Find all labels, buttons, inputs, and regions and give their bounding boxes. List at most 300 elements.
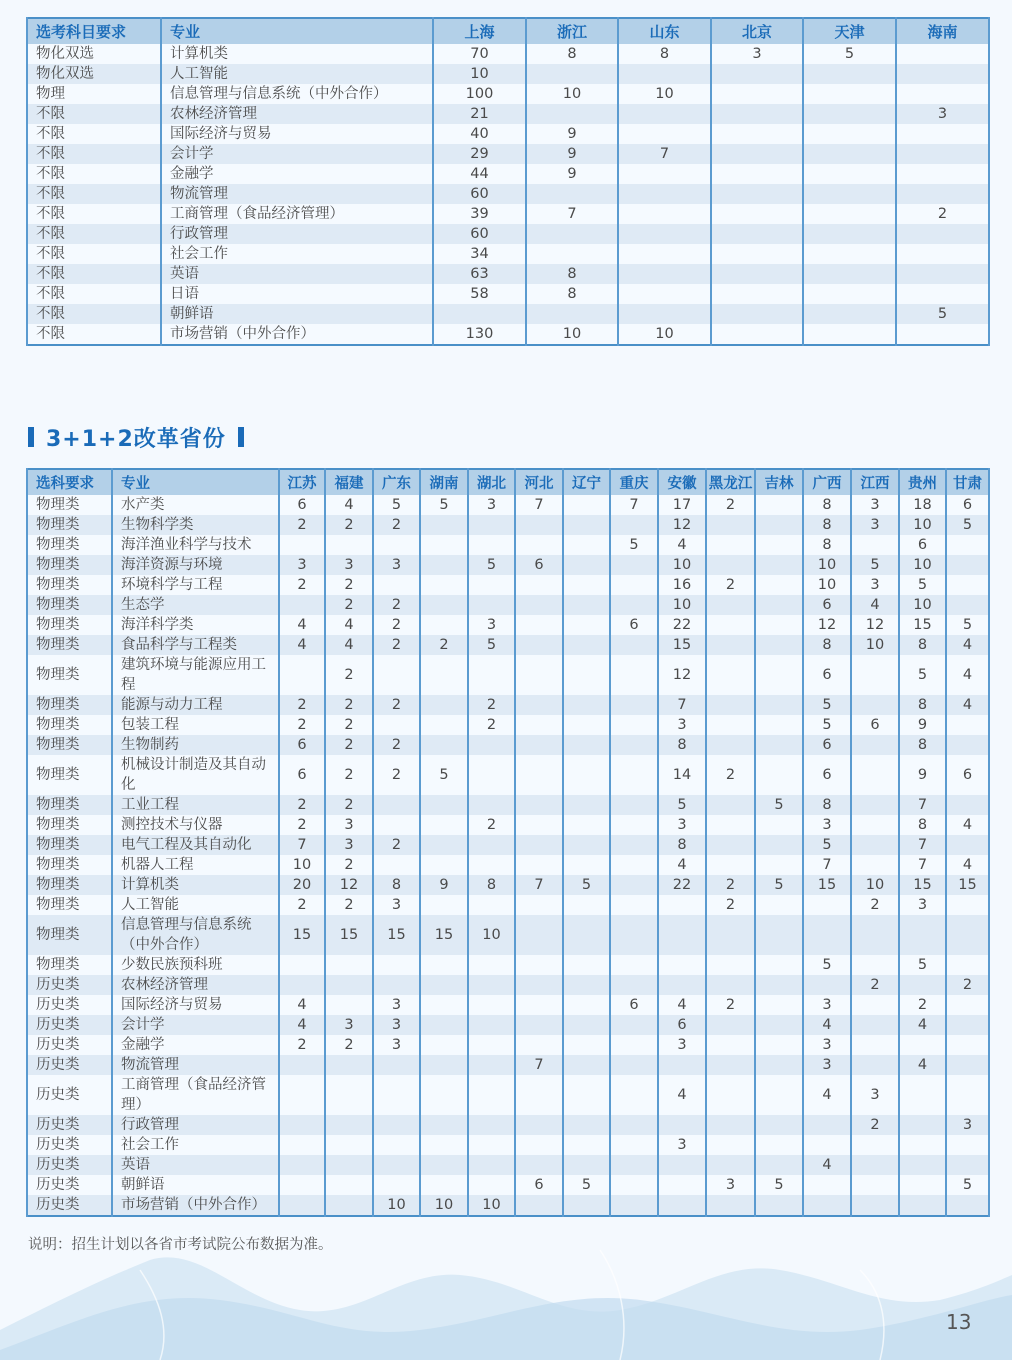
- major-cell: 电气工程及其自动化: [112, 835, 279, 855]
- quota-cell: [803, 164, 896, 184]
- quota-cell: 6: [515, 555, 563, 575]
- quota-cell: [563, 1075, 610, 1115]
- requirement-cell: 历史类: [27, 995, 112, 1015]
- quota-cell: [803, 975, 851, 995]
- quota-cell: [420, 1075, 468, 1115]
- requirement-cell: 物理类: [27, 695, 112, 715]
- requirement-cell: 历史类: [27, 1175, 112, 1195]
- quota-cell: [706, 515, 755, 535]
- quota-cell: 3: [851, 515, 899, 535]
- quota-cell: [610, 1135, 658, 1155]
- header-province: 吉林: [755, 469, 803, 495]
- quota-cell: [468, 855, 515, 875]
- quota-cell: 15: [373, 915, 420, 955]
- quota-cell: [468, 1075, 515, 1115]
- quota-cell: [946, 555, 989, 575]
- quota-cell: 15: [803, 875, 851, 895]
- quota-cell: [279, 1155, 325, 1175]
- quota-cell: [899, 1075, 946, 1115]
- header-province: 广东: [373, 469, 420, 495]
- quota-cell: 10: [899, 595, 946, 615]
- quota-cell: [618, 164, 711, 184]
- quota-cell: 5: [755, 1175, 803, 1195]
- quota-cell: 2: [706, 995, 755, 1015]
- table-row: [27, 915, 989, 955]
- quota-cell: 2: [373, 615, 420, 635]
- quota-cell: [420, 1015, 468, 1035]
- quota-cell: [420, 615, 468, 635]
- quota-cell: [526, 184, 618, 204]
- requirement-cell: 物理类: [27, 615, 112, 635]
- quota-cell: 2: [706, 575, 755, 595]
- quota-cell: [711, 304, 803, 324]
- major-cell: 水产类: [112, 495, 279, 515]
- footnote: 说明：招生计划以各省市考试院公布数据为准。: [28, 1237, 333, 1253]
- quota-cell: 7: [618, 144, 711, 164]
- quota-cell: 2: [373, 835, 420, 855]
- quota-cell: [896, 64, 989, 84]
- quota-cell: [618, 204, 711, 224]
- quota-cell: [896, 84, 989, 104]
- quota-cell: [711, 64, 803, 84]
- quota-cell: [755, 635, 803, 655]
- quota-cell: [711, 104, 803, 124]
- quota-cell: 2: [896, 204, 989, 224]
- quota-cell: [468, 955, 515, 975]
- quota-cell: [325, 1055, 373, 1075]
- quota-cell: [896, 244, 989, 264]
- quota-cell: 3: [468, 615, 515, 635]
- quota-cell: [803, 224, 896, 244]
- quota-cell: [610, 1175, 658, 1195]
- header-province: 黑龙江: [706, 469, 755, 495]
- quota-cell: 9: [526, 144, 618, 164]
- quota-cell: [515, 1035, 563, 1055]
- quota-cell: [755, 855, 803, 875]
- quota-cell: [515, 1015, 563, 1035]
- table-row: [27, 1135, 989, 1155]
- quota-cell: [755, 1075, 803, 1115]
- quota-cell: [610, 815, 658, 835]
- quota-cell: 3: [325, 555, 373, 575]
- quota-cell: [515, 975, 563, 995]
- table-row: [27, 104, 989, 124]
- quota-cell: 15: [899, 875, 946, 895]
- quota-cell: [706, 715, 755, 735]
- quota-cell: 3: [468, 495, 515, 515]
- quota-cell: 10: [851, 875, 899, 895]
- quota-cell: 5: [803, 715, 851, 735]
- major-cell: 英语: [112, 1155, 279, 1175]
- table-row: [27, 715, 989, 735]
- quota-cell: [420, 715, 468, 735]
- quota-cell: 5: [468, 555, 515, 575]
- quota-cell: 2: [279, 695, 325, 715]
- quota-cell: [755, 575, 803, 595]
- major-cell: 计算机类: [112, 875, 279, 895]
- quota-cell: [515, 755, 563, 795]
- quota-cell: 130: [433, 324, 526, 345]
- quota-cell: 7: [515, 495, 563, 515]
- quota-cell: 14: [658, 755, 706, 795]
- major-cell: 农林经济管理: [161, 104, 433, 124]
- quota-cell: [563, 915, 610, 955]
- header-province: 河北: [515, 469, 563, 495]
- quota-cell: [515, 715, 563, 735]
- quota-cell: [279, 535, 325, 555]
- quota-cell: [279, 1055, 325, 1075]
- major-cell: 市场营销（中外合作）: [161, 324, 433, 345]
- quota-cell: [420, 1135, 468, 1155]
- quota-cell: 70: [433, 44, 526, 64]
- quota-cell: 7: [279, 835, 325, 855]
- quota-cell: [610, 635, 658, 655]
- quota-cell: [803, 324, 896, 345]
- quota-cell: [515, 615, 563, 635]
- quota-cell: 39: [433, 204, 526, 224]
- quota-cell: 5: [373, 495, 420, 515]
- quota-cell: [526, 64, 618, 84]
- quota-cell: [515, 1195, 563, 1216]
- quota-cell: [946, 535, 989, 555]
- table-row: [27, 995, 989, 1015]
- quota-cell: 2: [325, 515, 373, 535]
- quota-cell: [706, 855, 755, 875]
- quota-cell: [803, 1135, 851, 1155]
- quota-cell: 5: [899, 575, 946, 595]
- quota-cell: 4: [946, 695, 989, 715]
- quota-cell: [755, 595, 803, 615]
- quota-cell: [610, 515, 658, 535]
- quota-cell: [803, 264, 896, 284]
- quota-cell: [279, 655, 325, 695]
- quota-cell: [946, 955, 989, 975]
- table-row: [27, 164, 989, 184]
- quota-cell: [373, 1155, 420, 1175]
- table-row: [27, 595, 989, 615]
- quota-cell: [803, 64, 896, 84]
- requirement-cell: 不限: [27, 184, 161, 204]
- quota-cell: [468, 1035, 515, 1055]
- quota-cell: 3: [658, 815, 706, 835]
- table-row: [27, 615, 989, 635]
- quota-cell: [896, 284, 989, 304]
- quota-cell: 10: [433, 64, 526, 84]
- major-cell: 海洋科学类: [112, 615, 279, 635]
- quota-cell: 5: [803, 955, 851, 975]
- quota-cell: [468, 575, 515, 595]
- quota-cell: [610, 595, 658, 615]
- header-province: 贵州: [899, 469, 946, 495]
- quota-cell: 8: [803, 795, 851, 815]
- quota-cell: [946, 1035, 989, 1055]
- quota-cell: 5: [610, 535, 658, 555]
- quota-cell: 10: [420, 1195, 468, 1216]
- major-cell: 会计学: [161, 144, 433, 164]
- quota-cell: [610, 755, 658, 795]
- quota-cell: [851, 755, 899, 795]
- quota-cell: [563, 1055, 610, 1075]
- quota-cell: [610, 655, 658, 695]
- header-province: 北京: [711, 18, 803, 44]
- quota-cell: [515, 955, 563, 975]
- quota-cell: [946, 895, 989, 915]
- quota-cell: 2: [325, 695, 373, 715]
- requirement-cell: 不限: [27, 304, 161, 324]
- quota-cell: [515, 1135, 563, 1155]
- quota-cell: [755, 995, 803, 1015]
- quota-cell: [563, 855, 610, 875]
- quota-cell: [851, 735, 899, 755]
- quota-cell: [526, 224, 618, 244]
- quota-cell: [706, 615, 755, 635]
- quota-cell: [515, 915, 563, 955]
- quota-cell: [325, 1155, 373, 1175]
- quota-cell: 3: [706, 1175, 755, 1195]
- quota-cell: [896, 124, 989, 144]
- quota-cell: 4: [946, 635, 989, 655]
- quota-cell: [618, 244, 711, 264]
- quota-cell: [706, 695, 755, 715]
- quota-cell: [420, 955, 468, 975]
- quota-cell: 4: [803, 1075, 851, 1115]
- quota-cell: [899, 915, 946, 955]
- requirement-cell: 不限: [27, 164, 161, 184]
- quota-cell: 10: [618, 84, 711, 104]
- quota-cell: [851, 695, 899, 715]
- quota-cell: 3: [946, 1115, 989, 1135]
- header-requirement: 选科要求: [27, 469, 112, 495]
- quota-cell: [468, 1155, 515, 1175]
- quota-cell: [468, 835, 515, 855]
- requirement-cell: 物理类: [27, 555, 112, 575]
- quota-cell: 8: [658, 835, 706, 855]
- quota-cell: [610, 895, 658, 915]
- quota-cell: 60: [433, 184, 526, 204]
- quota-cell: [515, 995, 563, 1015]
- quota-cell: 5: [755, 875, 803, 895]
- quota-cell: [706, 795, 755, 815]
- quota-cell: 5: [946, 615, 989, 635]
- header-province: 山东: [618, 18, 711, 44]
- major-cell: 测控技术与仪器: [112, 815, 279, 835]
- table-row: [27, 84, 989, 104]
- quota-cell: [420, 555, 468, 575]
- quota-cell: [373, 1115, 420, 1135]
- quota-cell: [658, 1175, 706, 1195]
- quota-cell: 6: [803, 595, 851, 615]
- quota-cell: [515, 515, 563, 535]
- quota-cell: [468, 515, 515, 535]
- quota-cell: [706, 1115, 755, 1135]
- quota-cell: 40: [433, 124, 526, 144]
- quota-cell: [563, 815, 610, 835]
- quota-cell: 3: [851, 575, 899, 595]
- quota-cell: 3: [803, 995, 851, 1015]
- major-cell: 国际经济与贸易: [161, 124, 433, 144]
- quota-cell: [851, 835, 899, 855]
- quota-cell: [610, 735, 658, 755]
- quota-cell: 10: [899, 515, 946, 535]
- quota-cell: 21: [433, 104, 526, 124]
- quota-cell: 9: [526, 124, 618, 144]
- table-row: [27, 224, 989, 244]
- quota-cell: [420, 515, 468, 535]
- quota-cell: 6: [946, 755, 989, 795]
- quota-cell: [515, 595, 563, 615]
- quota-cell: [946, 795, 989, 815]
- quota-cell: [563, 635, 610, 655]
- table-row: [27, 555, 989, 575]
- quota-cell: [373, 1075, 420, 1115]
- quota-cell: [755, 1055, 803, 1075]
- quota-cell: 2: [373, 515, 420, 535]
- quota-cell: 3: [373, 555, 420, 575]
- table-row: [27, 1175, 989, 1195]
- quota-cell: 4: [658, 535, 706, 555]
- quota-cell: 6: [610, 995, 658, 1015]
- requirement-cell: 物理类: [27, 715, 112, 735]
- quota-cell: 58: [433, 284, 526, 304]
- requirement-cell: 物化双选: [27, 64, 161, 84]
- quota-cell: 2: [706, 875, 755, 895]
- quota-cell: [706, 1155, 755, 1175]
- major-cell: 工商管理（食品经济管理）: [161, 204, 433, 224]
- quota-cell: 3: [325, 1015, 373, 1035]
- quota-cell: 4: [325, 635, 373, 655]
- quota-cell: [468, 1015, 515, 1035]
- quota-cell: [563, 535, 610, 555]
- quota-cell: 5: [851, 555, 899, 575]
- quota-cell: [373, 715, 420, 735]
- quota-cell: 2: [851, 975, 899, 995]
- quota-cell: [706, 635, 755, 655]
- major-cell: 人工智能: [161, 64, 433, 84]
- quota-cell: [468, 995, 515, 1015]
- quota-cell: [803, 1115, 851, 1135]
- quota-cell: [610, 1155, 658, 1175]
- quota-cell: [420, 835, 468, 855]
- major-cell: 生物科学类: [112, 515, 279, 535]
- quota-cell: [658, 1115, 706, 1135]
- quota-cell: [468, 895, 515, 915]
- quota-cell: 2: [706, 895, 755, 915]
- table-row: [27, 515, 989, 535]
- quota-cell: 6: [851, 715, 899, 735]
- quota-cell: 4: [279, 995, 325, 1015]
- quota-cell: 4: [899, 1015, 946, 1035]
- quota-cell: [610, 1015, 658, 1035]
- quota-cell: [618, 304, 711, 324]
- quota-cell: 2: [279, 795, 325, 815]
- quota-cell: [279, 595, 325, 615]
- quota-cell: [851, 815, 899, 835]
- quota-cell: [755, 1035, 803, 1055]
- quota-cell: [706, 1195, 755, 1216]
- major-cell: 食品科学与工程类: [112, 635, 279, 655]
- quota-cell: [610, 835, 658, 855]
- requirement-cell: 历史类: [27, 1115, 112, 1135]
- quota-cell: [946, 915, 989, 955]
- header-province: 江西: [851, 469, 899, 495]
- quota-cell: [755, 535, 803, 555]
- quota-cell: 10: [526, 84, 618, 104]
- quota-cell: [706, 1135, 755, 1155]
- quota-cell: 22: [658, 875, 706, 895]
- quota-cell: [420, 1115, 468, 1135]
- header-province: 海南: [896, 18, 989, 44]
- requirement-cell: 物理类: [27, 755, 112, 795]
- quota-cell: [658, 1155, 706, 1175]
- quota-cell: [711, 204, 803, 224]
- requirement-cell: 不限: [27, 284, 161, 304]
- major-cell: 金融学: [161, 164, 433, 184]
- major-cell: 机器人工程: [112, 855, 279, 875]
- quota-cell: [563, 715, 610, 735]
- quota-cell: [803, 244, 896, 264]
- requirement-cell: 物理类: [27, 495, 112, 515]
- quota-cell: 6: [279, 735, 325, 755]
- table-row: [27, 324, 989, 345]
- major-cell: 机械设计制造及其自动化: [112, 755, 279, 795]
- quota-cell: 7: [899, 835, 946, 855]
- quota-cell: [563, 575, 610, 595]
- quota-cell: 3: [658, 715, 706, 735]
- quota-cell: 2: [325, 1035, 373, 1055]
- quota-cell: [755, 1195, 803, 1216]
- quota-cell: 15: [420, 915, 468, 955]
- quota-cell: [563, 835, 610, 855]
- quota-cell: [279, 1195, 325, 1216]
- quota-cell: [420, 535, 468, 555]
- quota-cell: 22: [658, 615, 706, 635]
- quota-cell: 6: [899, 535, 946, 555]
- quota-cell: [420, 1155, 468, 1175]
- quota-cell: [803, 124, 896, 144]
- quota-cell: 7: [515, 875, 563, 895]
- quota-cell: 5: [658, 795, 706, 815]
- table-row: [27, 895, 989, 915]
- quota-cell: 10: [803, 575, 851, 595]
- quota-cell: [706, 975, 755, 995]
- quota-cell: [618, 284, 711, 304]
- quota-cell: [706, 655, 755, 695]
- quota-cell: 6: [803, 735, 851, 755]
- page-number: 13: [946, 1310, 972, 1334]
- requirement-cell: 不限: [27, 124, 161, 144]
- quota-cell: [851, 1015, 899, 1035]
- requirement-cell: 物理类: [27, 655, 112, 695]
- quota-cell: [803, 915, 851, 955]
- quota-cell: [755, 695, 803, 715]
- quota-cell: 3: [711, 44, 803, 64]
- quota-cell: [468, 595, 515, 615]
- table-row: [27, 735, 989, 755]
- quota-cell: 4: [279, 1015, 325, 1035]
- requirement-cell: 不限: [27, 244, 161, 264]
- requirement-cell: 物理: [27, 84, 161, 104]
- quota-cell: [803, 144, 896, 164]
- quota-cell: [515, 855, 563, 875]
- quota-cell: [706, 1015, 755, 1035]
- quota-cell: 2: [279, 1035, 325, 1055]
- table-row: [27, 244, 989, 264]
- quota-cell: [755, 975, 803, 995]
- quota-cell: [706, 1035, 755, 1055]
- quota-cell: 3: [658, 1135, 706, 1155]
- quota-cell: [563, 595, 610, 615]
- quota-cell: [373, 535, 420, 555]
